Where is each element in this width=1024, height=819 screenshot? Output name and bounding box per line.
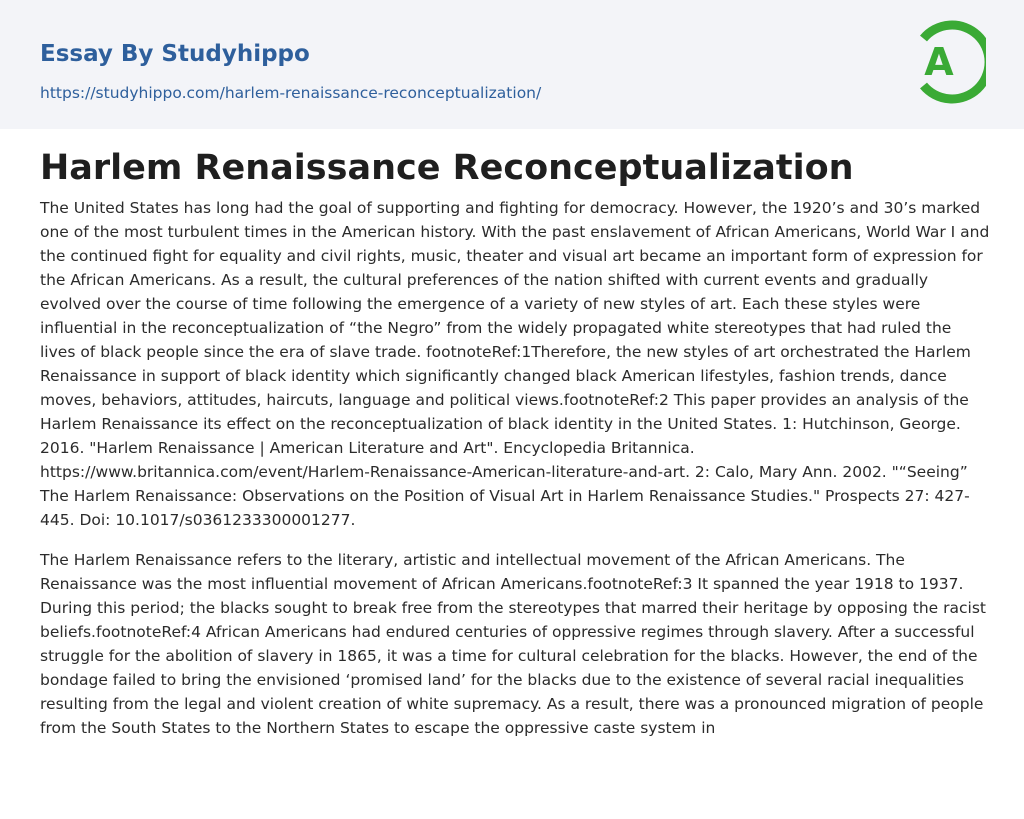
logo-letter: A bbox=[924, 40, 954, 84]
site-header bbox=[0, 0, 1024, 129]
studyhippo-logo-icon[interactable] bbox=[912, 19, 986, 105]
brand-title: Essay By Studyhippo bbox=[40, 41, 310, 67]
essay-url-link[interactable]: https://studyhippo.com/harlem-renaissance-reconceptualization/ bbox=[40, 84, 542, 102]
essay-title: Harlem Renaissance Reconceptualization bbox=[40, 148, 854, 188]
essay-content bbox=[40, 146, 990, 756]
essay-paragraph: The Harlem Renaissance refers to the literary, artistic and intellectual movement of the African Americans. The Renaissance was the most influential movement of African Americans.footnoteRef:3 It spanned the year 1918 to 1937. During this period; the blacks sought to break free from the stereotypes that marred their heritage by opposing the racist beliefs.footnoteRef:4 African Americans had endured centuries of oppressive regimes through slavery. After a successful struggle for the abolition of slavery in 1865, it was a time for cultural celebration for the blacks. However, the end of the bondage failed to bring the envisioned ‘promised land’ for the blacks due to the existence of several racial inequalities resulting from the legal and violent creation of white supremacy. As a result, there was a pronounced migration of people from the South States to the Northern States to escape the oppressive caste system in bbox=[40, 551, 986, 737]
essay-paragraph: The United States has long had the goal of supporting and fighting for democracy. However, the 1920’s and 30’s marked one of the most turbulent times in the American history. With the past enslavement of African Americans, World War I and the continued fight for equality and civil rights, music, theater and visual art became an important form of expression for the African Americans. As a result, the cultural preferences of the nation shifted with current events and gradually evolved over the course of time following the emergence of a variety of new styles of art. Each these styles were influential in the reconceptualization of “the Negro” from the widely propagated white stereotypes that had ruled the lives of black people since the era of slave trade. footnoteRef:1Therefore, the new styles of art orchestrated the Harlem Renaissance in support of black identity which significantly changed black American lifestyles, fashion trends, dance moves, behaviors, attitudes, haircuts, language and political views.footnoteRef:2 This paper provides an analysis of the Harlem Renaissance its effect on the reconceptualization of black identity in the United States. 1: Hutchinson, George. 2016. "Harlem Renaissance | American Literature and Art". Encyclopedia Britannica. https://www.britannica.com/event/Harlem-Renaissance-American-literature-and-art. 2: Calo, Mary Ann. 2002. "“Seeing” The Harlem Renaissance: Observations on the Position of Visual Art in Harlem Renaissance Studies." Prospects 27: 427-445. Doi: 10.1017/s0361233300001277. bbox=[40, 199, 990, 529]
